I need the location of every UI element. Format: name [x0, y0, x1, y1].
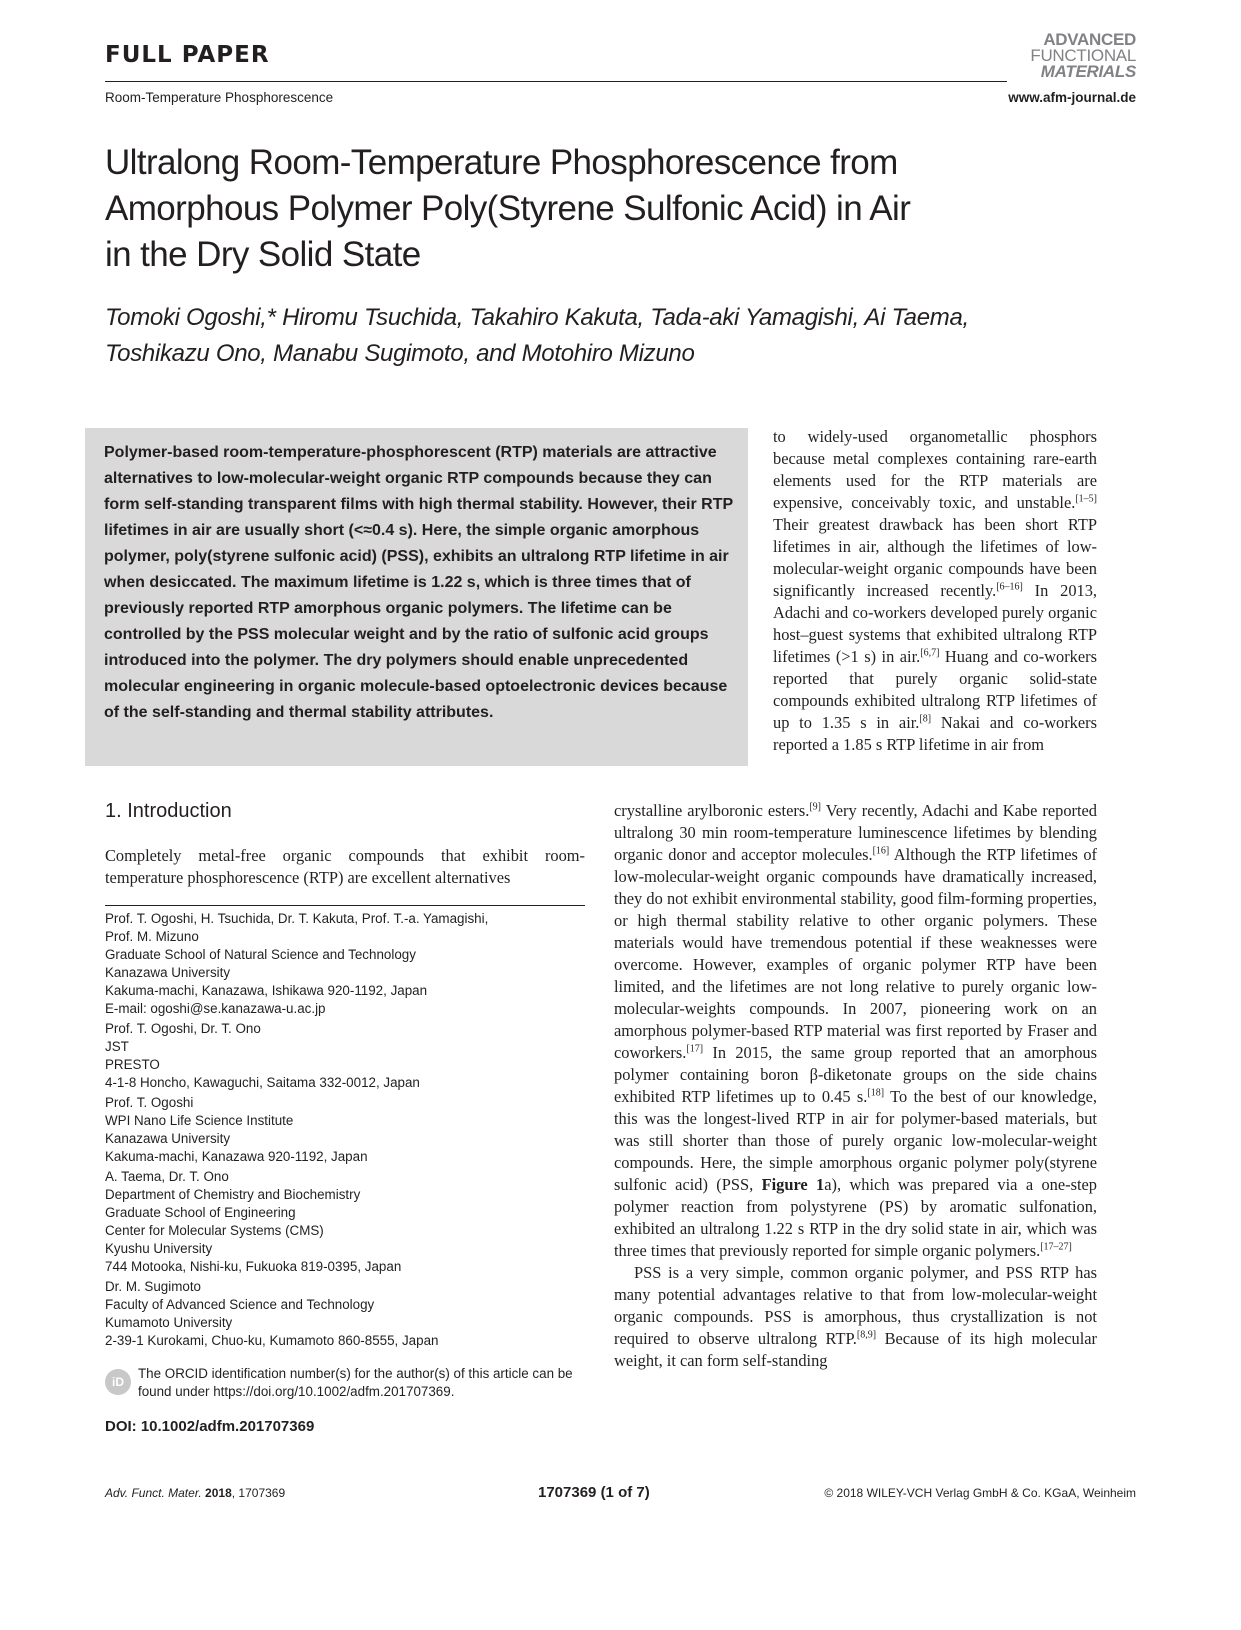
- affiliation-rule: [105, 905, 585, 906]
- article-title: [105, 140, 1065, 278]
- author-line: Toshikazu Ono, Manabu Sugimoto, and Motohiro Mizuno: [105, 340, 695, 367]
- affiliation-group: [105, 1020, 585, 1092]
- affiliation-line: PRESTO: [105, 1057, 160, 1072]
- citation-link[interactable]: [8,9]: [856, 1329, 877, 1341]
- journal-logo: [1030, 32, 1136, 80]
- affiliation-line: Kyushu University: [105, 1241, 213, 1256]
- affiliation-line: Graduate School of Natural Science and Technology: [105, 947, 416, 962]
- header-rule: [105, 81, 1007, 82]
- affiliation-line: JST: [105, 1039, 129, 1054]
- right-column-main: [614, 800, 1097, 1372]
- affiliation-line[interactable]: E-mail: ogoshi@se.kanazawa-u.ac.jp: [105, 1001, 326, 1016]
- affiliation-line: 2-39-1 Kurokami, Chuo-ku, Kumamoto 860-8555, Japan: [105, 1333, 439, 1348]
- logo-line-2: FUNCTIONAL: [1030, 46, 1136, 65]
- doi-link[interactable]: DOI: 10.1002/adfm.201707369: [105, 1418, 315, 1435]
- intro-paragraph: Completely metal-free organic compounds that exhibit room-temperature phosphorescence (RTP) are excellent alternatives: [105, 846, 585, 887]
- affiliation-line: A. Taema, Dr. T. Ono: [105, 1169, 229, 1184]
- figure-link[interactable]: Figure 1: [761, 1175, 825, 1194]
- affiliation-line: Kanazawa University: [105, 965, 231, 980]
- logo-line-3: MATERIALS: [1040, 62, 1136, 81]
- citation-link[interactable]: [17–27]: [1040, 1241, 1072, 1253]
- citation-link[interactable]: [8]: [919, 713, 932, 725]
- citation-link[interactable]: [6–16]: [996, 581, 1023, 593]
- orcid-text[interactable]: The ORCID identification number(s) for the author(s) of this article can be found under https://doi.org/10.1002/adfm.201707369.: [138, 1366, 573, 1399]
- journal-url-link[interactable]: www.afm-journal.de: [1008, 90, 1136, 105]
- section-heading: 1. Introduction: [105, 800, 232, 822]
- affiliation-line: Prof. T. Ogoshi: [105, 1095, 194, 1110]
- title-line: in the Dry Solid State: [105, 235, 421, 274]
- abstract-text: Polymer-based room-temperature-phosphorescent (RTP) materials are attractive alternatives to low-molecular-weight organic RTP compounds because they can form self-standing transparent films with high thermal stability. However, their RTP lifetimes in air are usually short (<≈0.4 s). Here, the simple organic amorphous polymer, poly(styrene sulfonic acid) (PSS), exhibits an ultralong RTP lifetime in air when desiccated. The maximum lifetime is 1.22 s, which is three times that of previously reported RTP amorphous organic polymers. The lifetime can be controlled by the PSS molecular weight and by the ratio of sulfonic acid groups introduced into the polymer. The dry polymers should enable unprecedented molecular engineering in organic molecule-based optoelectronic devices because of the self-standing and thermal stability attributes.: [104, 444, 733, 721]
- affiliation-line: Center for Molecular Systems (CMS): [105, 1223, 324, 1238]
- right-column-top: [773, 426, 1097, 756]
- affiliation-line: 744 Motooka, Nishi-ku, Fukuoka 819-0395, Japan: [105, 1259, 402, 1274]
- affiliation-group: [105, 1094, 585, 1166]
- affiliation-line: Prof. M. Mizuno: [105, 929, 199, 944]
- affiliation-line: Department of Chemistry and Biochemistry: [105, 1187, 361, 1202]
- affiliation-line: Graduate School of Engineering: [105, 1205, 296, 1220]
- affiliation-line: 4-1-8 Honcho, Kawaguchi, Saitama 332-0012, Japan: [105, 1075, 420, 1090]
- section-label: Room-Temperature Phosphorescence: [105, 90, 334, 105]
- paragraph: crystalline arylboronic esters.[9] Very recently, Adachi and Kabe reported ultralong 30 min room-temperature luminescence lifetimes by blending organic donor and acceptor molecules.[16] Although the RTP lifetimes of low-molecular-weight organic compounds have dramatically increased, they do not exhibit environmental stability, good film-forming properties, or high thermal stability relative to other organic polymers. These materials would have tremendous potential if these weaknesses were overcome. However, examples of organic polymer RTP have been limited, and the lifetimes are not long relative to purely organic low-molecular-weights compounds. In 2007, pioneering work on an amorphous polymer-based RTP material was first reported by Fraser and coworkers.[17] In 2015, the same group reported that an amorphous polymer containing boron β-diketonate groups on the side chains exhibited RTP lifetimes up to 0.45 s.[18] To the best of our knowledge, this was the longest-lived RTP in air for polymer-based materials, but was still shorter than those of purely organic low-molecular-weight compounds. Here, the simple amorphous organic polymer poly(styrene sulfonic acid) (PSS, Figure 1a), which was prepared via a one-step polymer reaction from polystyrene (PS) by aromatic sulfonation, exhibited an ultralong 1.22 s RTP in the dry solid state in air, which was three times that previously reported for simple organic polymers.[17–27]: [614, 801, 1098, 1260]
- footer-citation: Adv. Funct. Mater. 2018, 1707369: [105, 1486, 286, 1500]
- affiliation-line: Dr. M. Sugimoto: [105, 1279, 201, 1294]
- citation-link[interactable]: [6,7]: [920, 647, 940, 659]
- affiliation-line: Kumamoto University: [105, 1315, 233, 1330]
- citation-link[interactable]: [1–5]: [1075, 493, 1097, 505]
- paragraph: PSS is a very simple, common organic polymer, and PSS RTP has many potential advantages relative to that from low-molecular-weight organic compounds. PSS is amorphous, thus crystallization is not required to observe ultralong RTP.[8,9] Because of its high molecular weight, it can form self-standing: [614, 1263, 1098, 1370]
- affiliation-line: Prof. T. Ogoshi, Dr. T. Ono: [105, 1021, 261, 1036]
- orcid-note: [105, 1365, 595, 1401]
- title-line: Ultralong Room-Temperature Phosphorescence from: [105, 143, 898, 182]
- orcid-icon: iD: [105, 1369, 131, 1395]
- citation-link[interactable]: [18]: [867, 1087, 885, 1099]
- logo-line-1: ADVANCED: [1043, 30, 1136, 49]
- page-number: 1707369 (1 of 7): [538, 1484, 650, 1501]
- author-line: Tomoki Ogoshi,* Hiromu Tsuchida, Takahiro Kakuta, Tada-aki Yamagishi, Ai Taema,: [105, 304, 969, 331]
- affiliation-line: Kakuma-machi, Kanazawa 920-1192, Japan: [105, 1149, 368, 1164]
- affiliation-line: Kakuma-machi, Kanazawa, Ishikawa 920-1192, Japan: [105, 983, 428, 998]
- affiliation-line: Prof. T. Ogoshi, H. Tsuchida, Dr. T. Kakuta, Prof. T.-a. Yamagishi,: [105, 911, 489, 926]
- citation-link[interactable]: [9]: [809, 801, 821, 813]
- affiliation-group: [105, 1168, 585, 1276]
- paragraph: to widely-used organometallic phosphors because metal complexes containing rare-earth elements used for the RTP materials are expensive, conceivably toxic, and unstable.[1–5] Their greatest drawback has been short RTP lifetimes in air, although the lifetimes of low-molecular-weight organic compounds have been significantly increased recently.[6–16] In 2013, Adachi and co-workers developed purely organic host–guest systems that exhibited ultralong RTP lifetimes (>1 s) in air.[6,7] Huang and co-workers reported that purely organic solid-state compounds exhibited ultralong RTP lifetimes of up to 1.35 s in air.[8] Nakai and co-workers reported a 1.85 s RTP lifetime in air from: [773, 427, 1098, 754]
- title-line: Amorphous Polymer Poly(Styrene Sulfonic Acid) in Air: [105, 189, 911, 228]
- affiliation-line: WPI Nano Life Science Institute: [105, 1113, 294, 1128]
- affiliation-group: [105, 1278, 585, 1350]
- affiliation-group: [105, 910, 585, 1018]
- author-list: [105, 300, 1105, 372]
- affiliations: [105, 910, 585, 1352]
- affiliation-line: Faculty of Advanced Science and Technology: [105, 1297, 375, 1312]
- citation-link[interactable]: [16]: [872, 845, 890, 857]
- affiliation-line: Kanazawa University: [105, 1131, 231, 1146]
- paper-type-label: FULL PAPER: [105, 42, 270, 68]
- citation-link[interactable]: [17]: [686, 1043, 704, 1055]
- copyright: © 2018 WILEY-VCH Verlag GmbH & Co. KGaA, Weinheim: [824, 1486, 1136, 1500]
